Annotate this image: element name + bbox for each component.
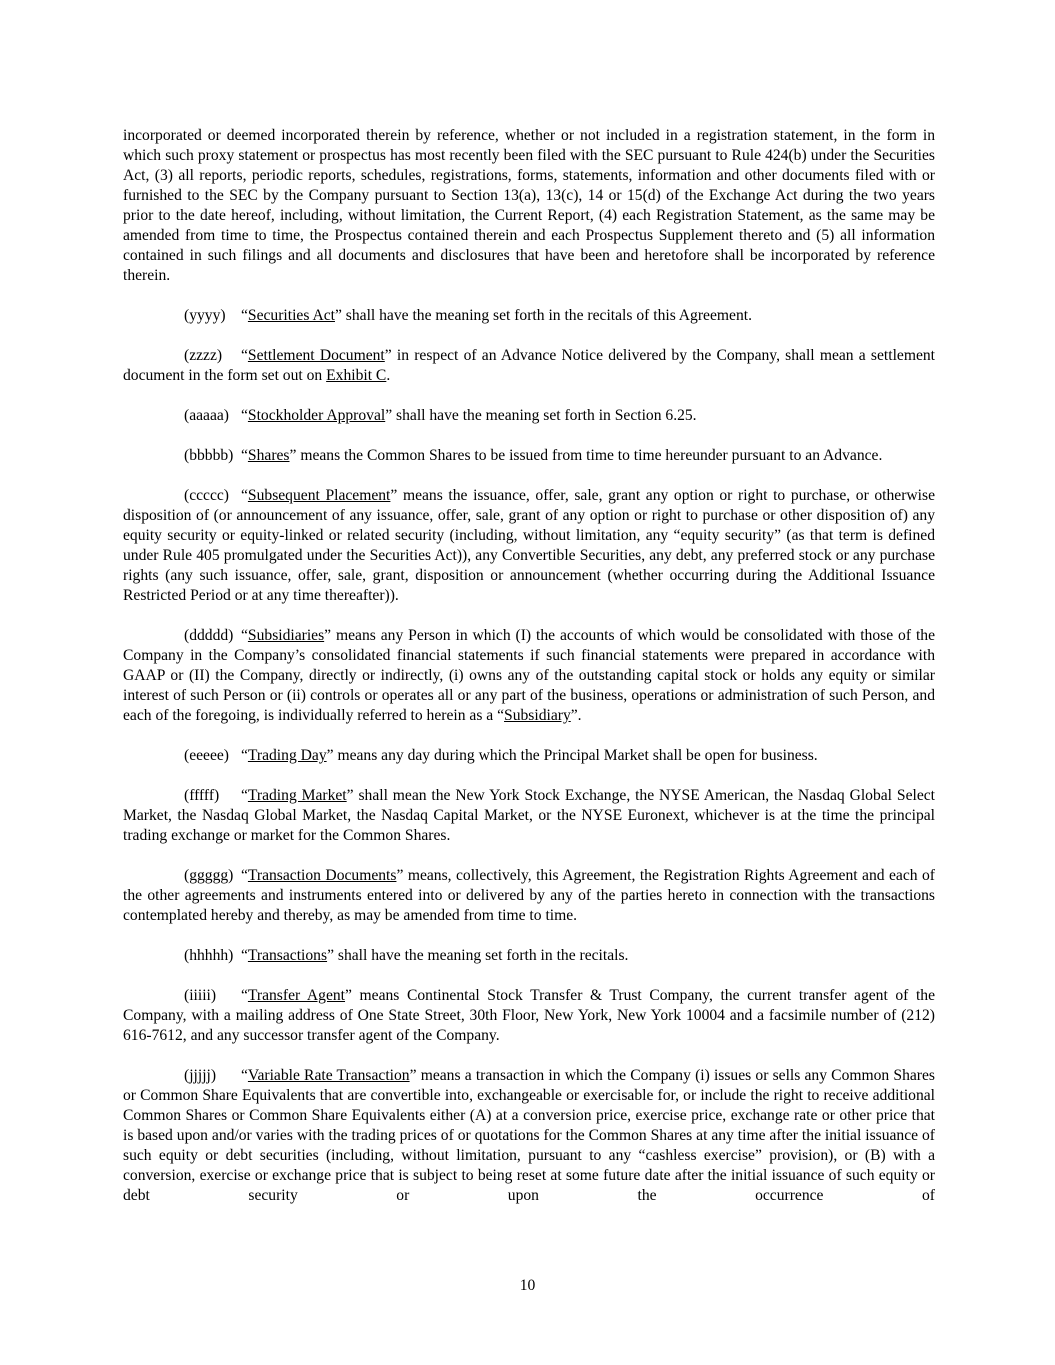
defined-term: Securities Act [247, 307, 335, 324]
paragraph-text: ” means the Common Shares to be issued from time to time hereunder pursuant to an Advance. [289, 447, 883, 464]
defined-term: Trading Market [247, 787, 347, 804]
defined-term: Exhibit C [326, 367, 387, 384]
definition-label: (eeeee) [184, 747, 229, 764]
definition-label: (iiiii) [184, 987, 217, 1004]
definition-label: (bbbbb) [184, 447, 234, 464]
defined-term: Transaction Documents [247, 867, 397, 884]
defined-term: Subsidiaries [247, 627, 325, 644]
defined-term: Subsequent Placement [247, 487, 391, 504]
paragraph-text: “ [241, 947, 248, 964]
defined-term: Trading Day [247, 747, 327, 764]
definition-label: (ddddd) [184, 627, 234, 644]
definition-paragraph [123, 406, 935, 426]
defined-term: Transactions [247, 947, 328, 964]
definition-label: (aaaaa) [184, 407, 229, 424]
paragraph-text: ”. [570, 707, 582, 724]
definition-paragraph [123, 1066, 935, 1206]
paragraph-text: “ [241, 627, 248, 644]
definition-paragraph [123, 786, 935, 846]
defined-term: Transfer Agent [247, 987, 346, 1004]
definition-label: (zzzz) [184, 347, 223, 364]
paragraph-text: “ [241, 987, 248, 1004]
paragraph-text: ” means any day during which the Principal Market shall be open for business. [326, 747, 818, 764]
paragraph-text: “ [241, 747, 248, 764]
paragraph-text: “ [241, 447, 248, 464]
definition-paragraph [123, 626, 935, 726]
definition-paragraph [123, 746, 935, 766]
page-number: 10 [519, 1277, 536, 1294]
paragraph-text: ” means Continental Stock Transfer & Trust Company, the current transfer agent of the Company, with a mailing address of One State Street, 30th Floor, New York, New York 10004 and a facsimile number of (212) 616-7612, and any successor transfer agent of the Company. [123, 987, 935, 1044]
definition-paragraph [123, 486, 935, 606]
document-body [123, 126, 935, 1226]
defined-term: Shares [247, 447, 290, 464]
definition-paragraph [123, 306, 935, 326]
paragraph-text: “ [241, 307, 248, 324]
paragraph-text: incorporated or deemed incorporated therein by reference, whether or not included in a registration statement, in the form in which such proxy statement or prospectus has most recently been filed with the SEC pursuant to Rule 424(b) under the Securities Act, (3) all reports, periodic reports, schedules, registrations, forms, statements, information and other documents filed with or furnished to the SEC by the Company pursuant to Section 13(a), 13(c), 14 or 15(d) of the Exchange Act during the two years prior to the date hereof, including, without limitation, the Current Report, (4) each Registration Statement, as the same may be amended from time to time, the Prospectus contained therein and each Prospectus Supplement thereto and (5) all information contained in such filings and all documents and disclosures that have been and heretofore shall be incorporated by reference therein. [123, 127, 935, 284]
paragraph-text: . [386, 367, 391, 384]
paragraph-text: “ [241, 347, 248, 364]
paragraph-text: “ [241, 407, 248, 424]
defined-term: Stockholder Approval [247, 407, 386, 424]
paragraph-text: ” shall have the meaning set forth in the recitals of this Agreement. [334, 307, 752, 324]
paragraph-text: ” means, collectively, this Agreement, the Registration Rights Agreement and each of the other agreements and instruments entered into or delivered by any of the parties hereto in connection with the transactions contemplated hereby and thereby, as may be amended from time to time. [123, 867, 935, 924]
paragraph-text: “ [241, 787, 248, 804]
paragraph-text: ” means a transaction in which the Company (i) issues or sells any Common Shares or Common Share Equivalents that are convertible into, exchangeable or exercisable for, or include the right to receive additional Common Shares or Common Share Equivalents either (A) at a conversion price, exercise price, exchange rate or other price that is based upon and/or varies with the trading prices of or quotations for the Common Shares at any time after the initial issuance of such equity or debt securities (including, without limitation, pursuant to any “cashless exercise” provision), or (B) with a conversion, exercise or exchange price that is subject to being reset at some future date after the initial issuance of such equity or debt security or upon the occurrence of [123, 1067, 935, 1204]
definition-paragraph [123, 346, 935, 386]
paragraph-text: “ [241, 867, 248, 884]
definition-label: (yyyy) [184, 307, 226, 324]
paragraph-text: “ [241, 1067, 248, 1084]
paragraph-text: ” in respect of an Advance Notice delivered by the Company, shall mean a settlement document in the form set out on [123, 347, 936, 384]
paragraph-text: ” means any Person in which (I) the accounts of which would be consolidated with those of the Company in the Company’s consolidated financial statements if such financial statements were prepared in accordance with GAAP or (II) the Company, directly or indirectly, (i) owns any of the outstanding capital stock or holds any equity or similar interest of such Person or (ii) controls or operates all or any part of the business, operations or administration of such Person, and each of the foregoing, is individually referred to herein as a “ [123, 627, 935, 724]
body-paragraph [123, 126, 935, 286]
definition-label: (ggggg) [184, 867, 234, 884]
paragraph-text: ” shall have the meaning set forth in Section 6.25. [385, 407, 697, 424]
definition-label: (hhhhh) [184, 947, 234, 964]
definition-label: (jjjjj) [184, 1067, 217, 1084]
definition-label: (fffff) [184, 787, 220, 804]
paragraph-text: “ [241, 487, 248, 504]
definition-paragraph [123, 866, 935, 926]
defined-term: Settlement Document [247, 347, 385, 364]
definition-paragraph [123, 946, 935, 966]
definition-label: (ccccc) [184, 487, 229, 504]
paragraph-text: ” shall have the meaning set forth in the recitals. [327, 947, 629, 964]
defined-term: Subsidiary [504, 707, 571, 724]
paragraph-text: ” means the issuance, offer, sale, grant any option or right to purchase, or otherwise disposition of (or announcement of any issuance, offer, sale, grant of any option or right to purchase or other disposition of) any equity security or equity-linked or related security (including, without limitation, any “equity security” (as that term is defined under Rule 405 promulgated under the Securities Act)), any Convertible Securities, any debt, any preferred stock or any purchase rights (any such issuance, offer, sale, grant, disposition or announcement (whether occurring during the Additional Issuance Restricted Period or at any time thereafter)). [123, 487, 936, 604]
definition-paragraph [123, 446, 935, 466]
definition-paragraph [123, 986, 935, 1046]
defined-term: Variable Rate Transaction [247, 1067, 410, 1084]
paragraph-text: ” shall mean the New York Stock Exchange, the NYSE American, the Nasdaq Global Select Market, the Nasdaq Global Market, the Nasdaq Capital Market, or the NYSE Euronext, whichever is at the time the principal trading exchange or market for the Common Shares. [123, 787, 935, 844]
